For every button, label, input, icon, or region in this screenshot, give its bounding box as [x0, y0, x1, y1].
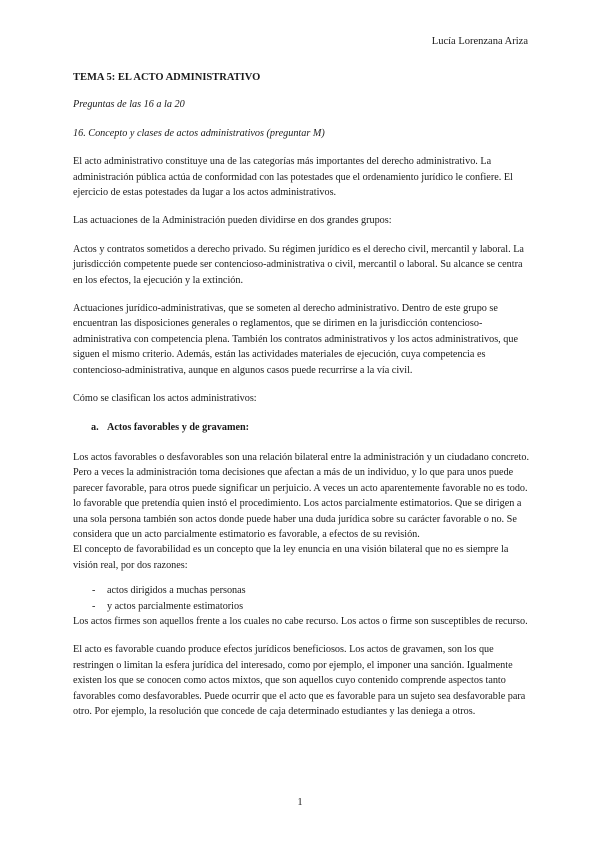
document-body: [73, 70, 529, 732]
list-item: [73, 599, 529, 614]
paragraph-firm-acts: Los actos firmes son aquellos frente a los cuales no cabe recurso. Los actos o firme son susceptibles de recurso.: [73, 615, 528, 627]
paragraph-groups: Las actuaciones de la Administración pueden dividirse en dos grandes grupos:: [73, 215, 392, 227]
list-item-text: y actos parcialmente estimatorios: [107, 600, 244, 612]
paragraph-private-law: Actos y contratos sometidos a derecho privado. Su régimen jurídico es el derecho civil, mercantil y laboral. La jurisdicción competente puede ser contencioso-administrativa o civil, mercantil o laboral. Su alcance se centra en los efectos, la ejecución y la extinción.: [73, 243, 524, 286]
paragraph-favorable-acts: Los actos favorables o desfavorables son una relación bilateral entre la administración y un ciudadano concreto. Pero a veces la administración toma decisiones que afectan a más de un individuo, y lo que para unos puede parecer favorable, para otros puede significar un perjuicio. A veces un acto aparentemente favorable no es todo. lo favorable que pretendía quien instó el procedimiento. Los actos parcialmente estimatorios. Que se dirigen a una sola persona también son actos donde puede haber una duda jurídica sobre su carácter favorable o no. Se considera que un acto parcialmente estimatorio es favorable, a efectos de su revisión.: [73, 451, 530, 540]
document-subtitle: Preguntas de las 16 a la 20: [73, 99, 185, 111]
reasons-list: [73, 583, 529, 614]
section-heading: [73, 420, 529, 435]
section-marker: a.: [91, 421, 99, 433]
paragraph-favorable-definition: El acto es favorable cuando produce efectos jurídicos beneficiosos. Los actos de gravamen, son los que restringen o limitan la esfera jurídica del interesado, como por ejemplo, el imponer una sanción. Igualmente existen los que se conocen como actos mixtos, que son aquellos cuyo contenido comprende aspectos tanto favorables como desfavorables. Puede ocurrir que el acto que es favorable para un sujeto sea desfavorable para otro. Por ejemplo, la resolución que concede de caja determinado estudiantes y las deniega a otros.: [73, 644, 526, 717]
document-title: TEMA 5: EL ACTO ADMINISTRATIVO: [73, 72, 261, 83]
paragraph-intro: El acto administrativo constituye una de las categorías más importantes del derecho administrativo. La administración pública actúa de conformidad con las potestades que el ordenamiento jurídico le confiere. El ejercicio de estas potestades da lugar a los actos administrativos.: [73, 156, 513, 199]
question-heading: 16. Concepto y clases de actos administrativos (preguntar M): [73, 127, 325, 139]
list-bullet: -: [92, 600, 96, 612]
paragraph-classification: Cómo se clasifican los actos administrativos:: [73, 393, 257, 405]
paragraph-administrative-law: Actuaciones jurídico-administrativas, que se someten al derecho administrativo. Dentro de este grupo se encuentran las disposiciones generales o reglamentos, que se dirimen en la jurisdicción contencioso-administrativa con competencia plena. También los contratos administrativos y los actos administrativos, que siguen el mismo criterio. Además, están las actividades materiales de ejecución, cuya competencia es contencioso-administrativa, aunque en algunos casos puede recurrirse a la vía civil.: [73, 303, 518, 376]
list-item: [73, 583, 529, 598]
section-heading-text: Actos favorables y de gravamen:: [107, 421, 250, 433]
page-number: 1: [297, 797, 303, 808]
header-author: Lucía Lorenzana Ariza: [431, 36, 528, 47]
paragraph-favorability-concept: El concepto de favorabilidad es un concepto que la ley enuncia en una visión bilateral que no es siempre la visión real, por dos razones:: [73, 544, 509, 571]
list-bullet: -: [92, 585, 96, 597]
list-item-text: actos dirigidos a muchas personas: [107, 585, 246, 597]
